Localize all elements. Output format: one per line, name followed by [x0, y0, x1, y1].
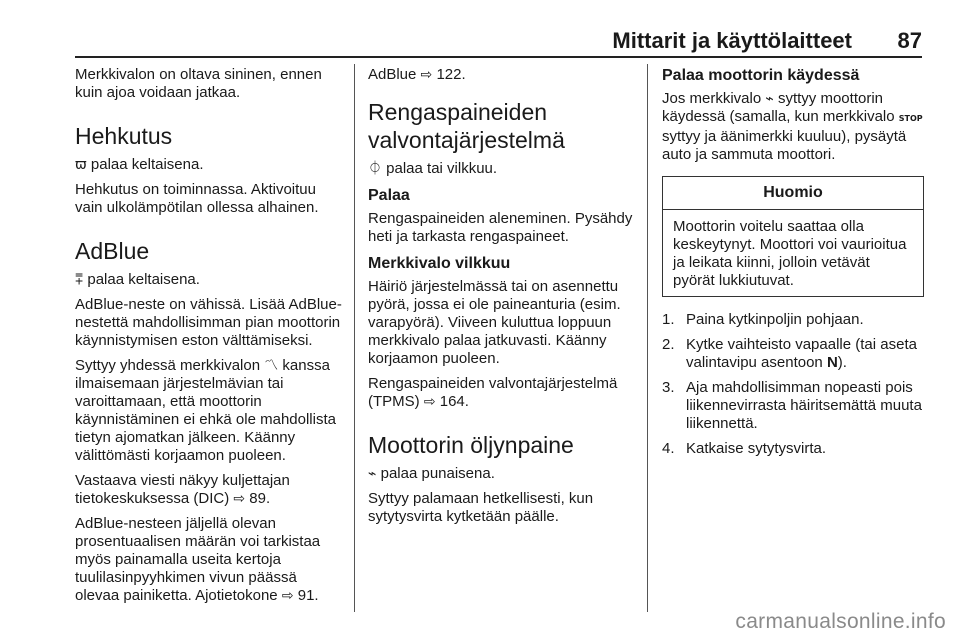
- section-heading-hehkutus: Hehkutus: [75, 123, 173, 149]
- palaa-description: Rengaspaineiden aleneminen. Pysähdy heti ja tarkasta rengaspaineet.: [368, 210, 633, 245]
- adblue-reference: AdBlue ⇨ 122.: [368, 66, 466, 83]
- adblue-warning: Syttyy yhdessä merkkivalon 〽 kanssa ilmaisemaan järjestelmävian tai varoittamaan, että moottorin käynnistäminen ei ehkä ole mahdollista tietyn ajomatkan jälkeen. Käänny välittömästi korjaamon puoleen.: [75, 357, 336, 464]
- oil-description: Syttyy palamaan hetkellisesti, kun sytytysvirta kytketään päälle.: [368, 490, 594, 525]
- note-title: Huomio: [663, 177, 923, 210]
- note-body: Moottorin voitelu saattaa olla keskeytynyt. Moottori voi vaurioitua ja leikata kiinni, jolloin vetävät pyörät lukkiutuvat.: [673, 218, 907, 289]
- list-item: 1. Paina kytkinpoljin pohjaan.: [662, 311, 864, 328]
- column-3: [662, 66, 924, 465]
- section-heading-oil-pressure: Moottorin öljynpaine: [368, 432, 574, 458]
- reference-arrow-icon: ⇨: [233, 491, 246, 507]
- note-box: [662, 176, 924, 297]
- subheading-running: Palaa moottorin käydessä: [662, 67, 860, 84]
- section-heading-adblue: AdBlue: [75, 238, 150, 264]
- page-title: Mittarit ja käyttölaitteet: [612, 28, 852, 53]
- header-divider: [75, 56, 922, 58]
- adblue-status: ⩱ palaa keltaisena.: [75, 271, 200, 288]
- adblue-percentage-note: AdBlue-nesteen jäljellä olevan prosentuaalisen määrän voi tarkistaa myös painamalla useita kertoja tuulilasinpyyhkimen vivun päässä olevaa painiketta. Ajotietokone ⇨ 91.: [75, 515, 321, 604]
- steps-list: [662, 311, 924, 458]
- oil-status: ⌁ palaa punaisena.: [368, 465, 495, 482]
- hehkutus-status: ϖ palaa keltaisena.: [75, 156, 204, 173]
- column-1: [75, 66, 343, 612]
- tpms-status: ⏀ palaa tai vilkkuu.: [368, 160, 498, 177]
- subheading-vilkkuu: Merkkivalo vilkkuu: [368, 255, 511, 272]
- tire-pressure-icon: ⏀: [368, 161, 382, 177]
- list-item: 2. Kytke vaihteisto vapaalle (tai aseta valintavipu asentoon N).: [662, 336, 917, 371]
- tpms-reference: Rengaspaineiden valvontajärjestelmä (TPMS) ⇨ 164.: [368, 375, 618, 410]
- list-item: 3. Aja mahdollisimman nopeasti pois liikennevirrasta häiritsemättä muuta liikennettä.: [662, 379, 922, 432]
- reference-arrow-icon: ⇨: [281, 588, 294, 604]
- column-divider: [354, 64, 355, 612]
- stop-icon: STOP: [898, 114, 923, 123]
- column-2: [368, 66, 634, 533]
- reference-arrow-icon: ⇨: [423, 394, 436, 410]
- oil-can-icon: ⌁: [368, 466, 377, 482]
- intro-paragraph: Merkkivalon on oltava sininen, ennen kuin ajoa voidaan jatkaa.: [75, 66, 322, 101]
- page-number: 87: [897, 28, 922, 53]
- subheading-palaa: Palaa: [368, 187, 410, 204]
- adblue-icon: ⩱: [75, 272, 84, 288]
- hehkutus-description: Hehkutus on toiminnassa. Aktivoituu vain ulkolämpötilan ollessa alhainen.: [75, 181, 319, 216]
- engine-check-icon: 〽: [264, 358, 279, 374]
- reference-arrow-icon: ⇨: [420, 67, 433, 83]
- adblue-dic-note: Vastaava viesti näkyy kuljettajan tietokeskuksessa (DIC) ⇨ 89.: [75, 472, 290, 507]
- section-heading-tpms: Rengaspaineiden valvontajärjestelmä: [368, 99, 565, 153]
- vilkkuu-description: Häiriö järjestelmässä tai on asennettu pyörä, jossa ei ole paineanturia (esim. varapyörä). Viiveen kuluttua loppuun merkkivalo palaa jatkuvasti. Käänny korjaamon puoleen.: [368, 278, 621, 367]
- glow-plug-icon: ϖ: [75, 157, 87, 173]
- oil-can-icon: ⌁: [765, 91, 774, 107]
- list-item: 4. Katkaise sytytysvirta.: [662, 440, 827, 457]
- page-header: [75, 28, 922, 56]
- watermark: carmanualsonline.info: [735, 610, 946, 633]
- running-description: Jos merkkivalo ⌁ syttyy moottorin käydessä (samalla, kun merkkivalo STOP syttyy ja äänimerkki kuuluu), pysäytä auto ja sammuta moottori.: [662, 90, 923, 163]
- adblue-description: AdBlue-neste on vähissä. Lisää AdBlue-nestettä mahdollisimman pian moottorin käynnistymisen eston välttämiseksi.: [75, 296, 342, 349]
- column-divider: [647, 64, 648, 612]
